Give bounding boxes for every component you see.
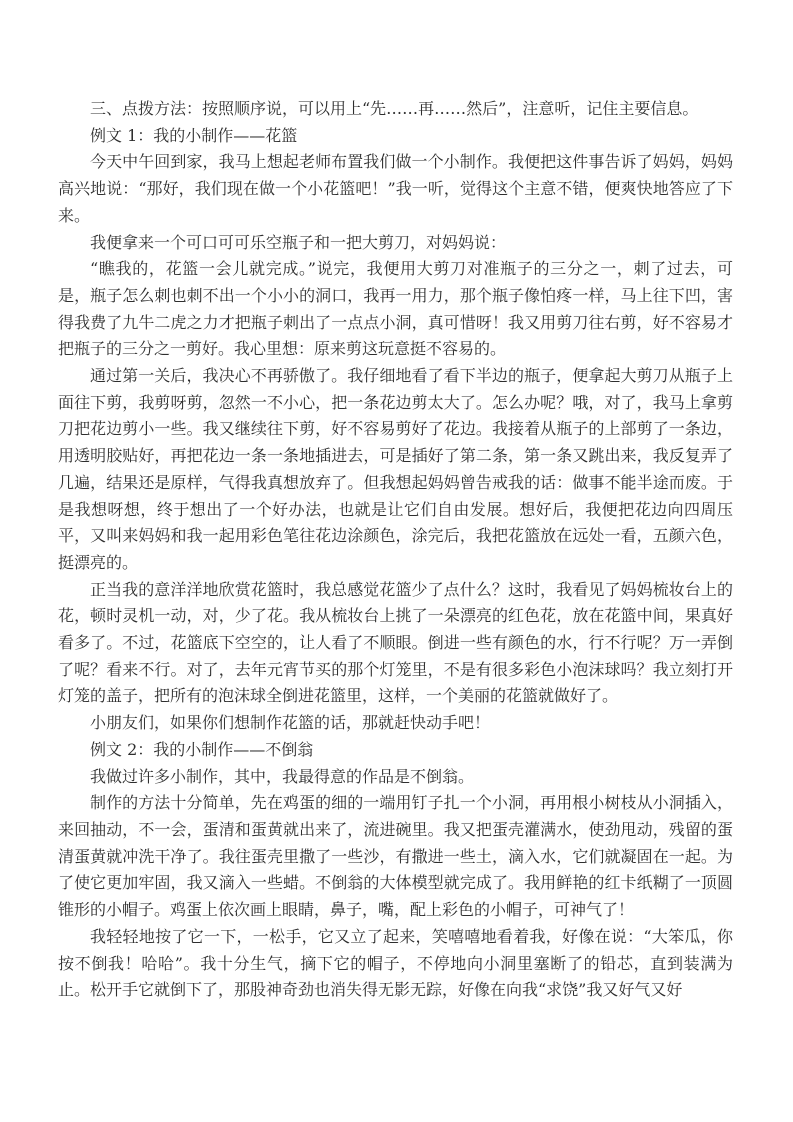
example1-para-finishing: 正当我的意洋洋地欣赏花篮时，我总感觉花篮少了点什么？这时，我看见了妈妈梳妆台上的花，顿时灵机一动，对，少了花。我从梳妆台上挑了一朵漂亮的红色花，放在花篮中间，果真好看多了。不过，花篮底下空空的，让人看了不顺眼。倒进一些有颜色的水，行不行呢？万一弄倒了呢？看来不行。对了，去年元宵节买的那个灯笼里，不是有很多彩色小泡沫球吗？我立刻打开灯笼的盖子，把所有的泡沫球全倒进花篮里，这样，一个美丽的花篮就做好了。 <box>58 579 733 706</box>
example1-para-closing: 小朋友们，如果你们想制作花篮的话，那就赶快动手吧！ <box>90 713 491 733</box>
example1-para-materials: 我便拿来一个可口可可乐空瓶子和一把大剪刀，对妈妈说： <box>90 232 507 252</box>
example1-title: 例文 1：我的小制作——花篮 <box>90 125 298 145</box>
example1-para-decorating: 通过第一关后，我决心不再骄傲了。我仔细地看了看下半边的瓶子，便拿起大剪刀从瓶子上面往下剪，我剪呀剪，忽然一不小心，把一条花边剪太大了。怎么办呢？哦，对了，我马上拿剪刀把花边剪小一些。我又继续往下剪，好不容易剪好了花边。我接着从瓶子的上部剪了一条边，用透明胶贴好，再把花边一条一条地插进去，可是插好了第二条，第一条又跳出来，我反复弄了几遍，结果还是原样，气得我真想放弃了。但我想起妈妈曾告戒我的话：做事不能半途而废。于是我想呀想，终于想出了一个好办法，也就是让它们自由发展。想好后，我便把花边向四周压平，又叫来妈妈和我一起用彩色笔往花边涂颜色，涂完后，我把花篮放在远处一看，五颜六色，挺漂亮的。 <box>58 366 733 572</box>
example2-title: 例文 2：我的小制作——不倒翁 <box>90 739 314 759</box>
example2-para-making: 制作的方法十分简单，先在鸡蛋的细的一端用钉子扎一个小洞，再用根小树枝从小洞插入，来回抽动，不一会，蛋清和蛋黄就出来了，流进碗里。我又把蛋壳灌满水，使劲甩动，残留的蛋清蛋黄就冲洗干净了。我往蛋壳里撒了一些沙，有撒进一些土，滴入水，它们就凝固在一起。为了使它更加牢固，我又滴入一些蜡。不倒翁的大体模型就完成了。我用鲜艳的红卡纸糊了一顶圆锥形的小帽子。鸡蛋上依次画上眼睛，鼻子，嘴，配上彩色的小帽子，可神气了！ <box>58 793 733 920</box>
example1-para-cutting: “瞧我的，花篮一会儿就完成。”说完，我便用大剪刀对准瓶子的三分之一，刺了过去，可是，瓶子怎么刺也刺不出一个小小的洞口，我再一用力，那个瓶子像怕疼一样，马上往下凹，害得我费了九牛二虎之力才把瓶子刺出了一点点小洞，真可惜呀！我又用剪刀往右剪，好不容易才把瓶子的三分之一剪好。我心里想：原来剪这玩意挺不容易的。 <box>58 259 733 359</box>
method-heading: 三、点拨方法：按照顺序说，可以用上“先……再……然后”，注意听，记住主要信息。 <box>90 99 699 118</box>
example1-para-intro: 今天中午回到家，我马上想起老师布置我们做一个小制作。我便把这件事告诉了妈妈，妈妈高兴地说：“那好，我们现在做一个小花篮吧！”我一听，觉得这个主意不错，便爽快地答应了下来。 <box>58 152 733 225</box>
example2-para-playing: 我轻轻地按了它一下，一松手，它又立了起来，笑嘻嘻地看着我，好像在说：“大笨瓜，你按不倒我！哈哈”。我十分生气，摘下它的帽子，不停地向小洞里塞断了的铅芯，直到装满为止。松开手它就倒下了，那股神奇劲也消失得无影无踪，好像在向我“求饶”我又好气又好 <box>58 926 733 1000</box>
example2-para-intro: 我做过许多小制作，其中，我最得意的作品是不倒翁。 <box>90 766 475 786</box>
